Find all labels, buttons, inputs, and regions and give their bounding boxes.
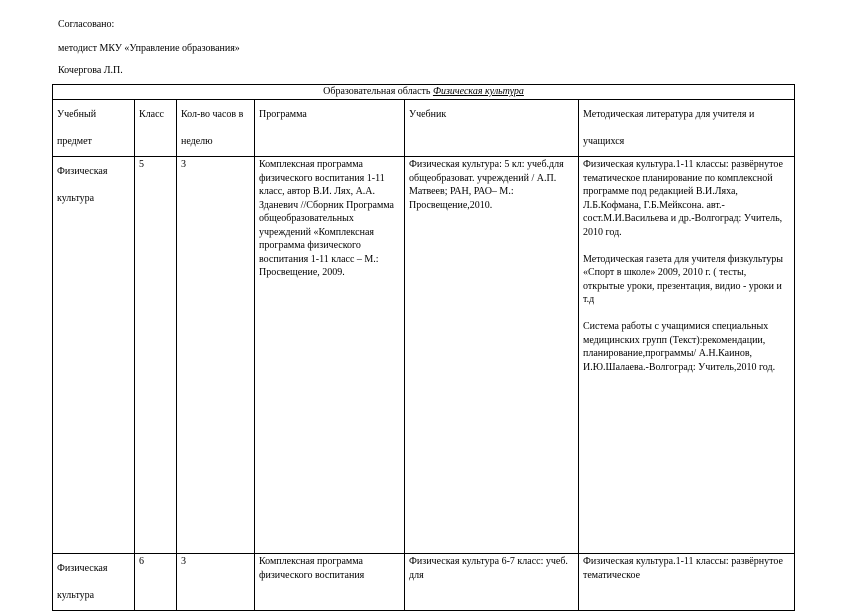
row-grade: 5 <box>135 157 177 554</box>
col-grade-header: Класс <box>135 100 177 157</box>
row-literature <box>579 157 795 554</box>
col-literature-header: Методическая литература для учителя и учащихся <box>579 100 795 157</box>
approver-name: Кочергова Л.П. <box>58 65 123 76</box>
area-row <box>53 85 795 100</box>
row-literature <box>579 554 795 611</box>
row-textbook: Физическая культура: 5 кл: учеб.для общеобразоват. учреждений / А.П. Матвеев; РАН, РАО– М.: Просвещение,2010. <box>405 157 579 554</box>
row-hours: 3 <box>177 554 255 611</box>
row-program: Комплексная программа физического воспитания 1-11 класс, автор В.И. Лях, А.А. Зданевич //Сборник Программа общеобразовательных учреждений «Комплексная программа физического воспитания 1-11 класс – М.: Просвещение, 2009. <box>255 157 405 554</box>
literature-item: Физическая культура.1-11 классы: развёрнутое тематическое планирование по комплексной программе под редакцией В.И.Ляха, Л.Б.Кофмана, Г.Б.Мейксона. авт.-сост.М.И.Васильева и др.-Волгоград: Учитель, 2010 год. <box>583 159 783 238</box>
table-row <box>53 554 795 611</box>
row-textbook: Физическая культура 6-7 класс: учеб. для <box>405 554 579 611</box>
row-subject: Физическая культура <box>53 157 135 554</box>
literature-item: Методическая газета для учителя физкультуры «Спорт в школе» 2009, 2010 г. ( тесты, открытые уроки, презентация, видио - уроки и т.д <box>583 253 783 305</box>
col-textbook-header: Учебник <box>405 100 579 157</box>
approver-position: методист МКУ «Управление образования» <box>58 43 240 54</box>
col-program-header: Программа <box>255 100 405 157</box>
column-header-row <box>53 100 795 157</box>
col-hours-header: Кол-во часов в неделю <box>177 100 255 157</box>
literature-item: Система работы с учащимися специальных медицинских групп (Текст):рекомендации, планирование,программы/ А.Н.Каинов, И.Ю.Шалаева.-Волгоград: Учитель,2010 год. <box>583 321 776 373</box>
area-prefix: Образовательная область <box>323 86 431 97</box>
literature-item: Физическая культура.1-11 классы: развёрнутое тематическое <box>583 556 783 581</box>
table-row <box>53 157 795 554</box>
col-subject-header: Учебный предмет <box>53 100 135 157</box>
curriculum-table <box>52 84 795 611</box>
row-program: Комплексная программа физического воспитания <box>255 554 405 611</box>
row-grade: 6 <box>135 554 177 611</box>
approval-label: Согласовано: <box>58 19 115 30</box>
area-title <box>53 85 795 100</box>
row-hours: 3 <box>177 157 255 554</box>
row-subject: Физическая культура <box>53 554 135 611</box>
area-subject: Физическая культура <box>432 86 524 97</box>
